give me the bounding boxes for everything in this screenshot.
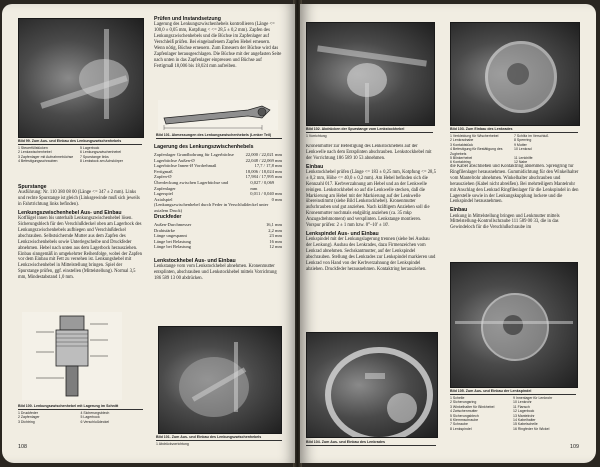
legend-item: 11 Lenkhilfe xyxy=(514,156,533,161)
legend-item: 4 Sicherungsblech xyxy=(80,411,110,415)
spec-value: 17,984 / 17,995 mm xyxy=(245,174,282,180)
figure-101-caption: Bild 101. Abmessungen des Lenkungszwischenhebels (Lenker Teil) xyxy=(156,133,272,137)
figure-101b-legend xyxy=(156,442,282,446)
paragraph: Lenkung in Mittelstellung bringen und Lenkmutter mittels Mittelstellung-Kontrollschraube 111 589 00 33, die in das Gewindeloch für die Verschlußschraube im xyxy=(450,213,560,231)
paragraph: die Kabel abschließen und Kontaktring abnehmen. Sprengring für Ringfilenlager herausnehmen. Gummidichtung für den Winkelhalter vom Mantelrohr abnehmen. Winkelhalter abschrauben und herausziehen (Kabel nicht abreißen). Bei mehrteiligem Mantelrohr mit Anschlag den Lenkrad Ringfilenlager für die Lenkspindel in den Lagerstelle sowie in der Lenkungskupplung lockere und die Lenkspindel herausnehmen. xyxy=(450,164,579,205)
legend-item: 3 Zapfenlager mit Aufnahmebüchse xyxy=(18,154,74,159)
paragraph: Kronenmutter zur Befestigung des Lenkstockhebels auf der Lenkwelle nach dem Entsplinten abschrauben. Lenkstockhebel mit der Vorrichtung 186 589 10 53 abnehmen. xyxy=(306,144,432,161)
figure-105-legend xyxy=(450,396,576,431)
spring-heading-block xyxy=(154,212,282,221)
figure-104-photo xyxy=(306,332,438,438)
figure-101b-photo xyxy=(158,326,282,434)
spec-value: 2,2 mm xyxy=(268,227,282,233)
figure-103-photo xyxy=(450,22,580,126)
left-page xyxy=(2,4,295,463)
spec-label: Zapfenlager Grundbohrung für Lagerbüchse xyxy=(154,152,234,157)
spec-label: Länge ungespannt xyxy=(154,233,187,239)
legend-item: 12 Nabe xyxy=(514,160,528,165)
figure-101-rule xyxy=(156,138,282,139)
legend-item: 6 Lenkungszwischenhebel xyxy=(80,150,122,155)
legend-item: 4 Befestigung für Bestätigung des Zughebels xyxy=(450,147,503,156)
figure-99-photo xyxy=(18,18,144,138)
figure-102-rule xyxy=(306,132,433,133)
legend-item: 8 Lenkstock am Achskörper xyxy=(80,159,123,164)
legend-item: 1 Steuerfüllstücken xyxy=(18,146,48,150)
legend-item: 5 Lagerbock xyxy=(80,146,100,150)
legend-item: 3 Kontaktstück xyxy=(450,142,473,147)
heading-lenkspindel: Lenkspindel Aus- und Einbau xyxy=(306,230,379,237)
spec-label: Überdeckung zwischen Lagerbüchse und Zapfenlager xyxy=(154,179,229,191)
figure-100-rule xyxy=(18,409,143,410)
cross-section-illustration xyxy=(22,312,122,400)
left-column-2-text-top xyxy=(154,14,282,98)
figure-105-caption: Bild 105. Zum Aus- und Einbau der Lenkspindel xyxy=(450,389,532,393)
spec-value: 22,000 / 22,021 mm xyxy=(245,152,282,157)
table-row xyxy=(154,244,282,250)
figure-103-legend xyxy=(450,134,578,165)
figure-99-caption: Bild 99. Zum Aus- und Einbau des Lenkungszwischenhebels xyxy=(18,139,122,143)
legend-item: 1 Schelle xyxy=(450,396,465,400)
spec-label: Axialspiel xyxy=(154,196,173,202)
heading-pruefen: Prüfen und Instandsetzung xyxy=(154,16,221,22)
paragraph: Kotflügel innen bis unterhalb Lenkungszwischenhebel lösen. Sicherungsblech für den Verschlußdeckel oben am Lagerbock des Lenkungszwischenhebels aufbiegen und Verschlußdeckel abschrauben. Selbstsichernde Mutter aus dem Zapfen des Lenkzwischenhebels sowie Unterlegscheibe und Druckfeder abnehmen. Hebel nach unten aus dem Lagerbock herausziehen. Einbau sinngemäß in umgekehrter Reihenfolge, wobei der Zapfen vor dem Einbau mit Fett zu versehen ist. Lenkungshebel mit Lenkzwischenhebel in Mittelstellung bringen. Spiel der Spurstange prüfen, ggf. einstellen (Mittelstellung). Normal 3,5 mm, Mindestabstand 1,0 mm. xyxy=(18,216,142,281)
legend-item: 1 Verkleidung für Wischerhebel xyxy=(450,134,499,138)
figure-103-caption: Bild 103. Zum Einbau des Lenkrades xyxy=(450,127,513,131)
left-column-1-text xyxy=(18,182,143,308)
figure-105-photo xyxy=(450,262,578,388)
right-column-1-text xyxy=(306,144,436,328)
legend-item: 5 Blinkerhebel xyxy=(450,156,473,161)
legend-item: 3 Dichtring xyxy=(18,419,35,424)
figure-101-drawing xyxy=(158,100,278,130)
lever-dimension-illustration xyxy=(158,100,278,130)
legend-item: 7 Schlitz im Verschluß xyxy=(514,134,549,138)
legend-item: 1 Abdrückvorrichtung xyxy=(156,442,189,446)
spec-value: 0,011 / 0,040 mm xyxy=(250,191,282,197)
spec-label: Zapfen-Ø xyxy=(154,174,172,180)
spec-heading-block xyxy=(154,142,282,151)
spec-label: Lagerbüchse Außen-Ø xyxy=(154,157,195,163)
figure-103-rule xyxy=(450,132,578,133)
spec-table xyxy=(154,152,282,214)
right-column-2-text xyxy=(450,164,580,260)
heading-einbau-2: Einbau xyxy=(450,207,468,214)
legend-item: 5 Lagerbock xyxy=(80,415,100,420)
legend-item: 6 Klemmschraube xyxy=(450,418,479,423)
figure-99-legend xyxy=(18,146,142,164)
heading-druckfeder: Druckfeder xyxy=(154,214,182,220)
legend-item: 10 Lenkrohr xyxy=(513,400,532,405)
legend-item: 16 Ringfeder für Wickel xyxy=(513,426,550,431)
spec-label: Fertigmaß xyxy=(154,168,173,174)
spec-value: 17,7 / 17,8 mm xyxy=(254,163,282,169)
spec-note: (Lenkungszwischenhebel durch Feder in Verschlußdeckel unter axialem Druck) xyxy=(154,202,269,213)
figure-102-caption: Bild 102. Abdrücken der Spurstange vom Lenkstockhebel xyxy=(306,127,405,131)
figure-101b-rule xyxy=(156,440,282,441)
spring-table xyxy=(154,222,282,250)
spec-label: Drahtstärke xyxy=(154,227,175,233)
legend-item: 1 Druckfeder xyxy=(18,411,39,415)
legend-item: 3 Winkelhalter für Blinkhebel xyxy=(450,404,495,409)
spec-label: Lagerspiel xyxy=(154,191,173,197)
figure-100-caption: Bild 100. Lenkungszwischenhebel mit Lagerung im Schnitt xyxy=(18,404,119,408)
legend-item: 4 Befestigungsschrauben xyxy=(18,159,58,164)
spec-value: 0,027 / 0,069 mm xyxy=(250,179,275,191)
figure-100-drawing xyxy=(22,312,122,400)
spec-value: 23 mm xyxy=(269,233,282,239)
paragraph: Ausführung: Nr. 110 380 08 00 (Länge <= 347 ± 2 mm). Links und rechte Spurstange ist gleich (Linksgewinde muß sich jeweils in Fahrtrichtung links befinden). xyxy=(18,190,140,208)
figure-104-caption: Bild 104. Zum Aus- und Einbau des Lenkrades xyxy=(306,440,385,444)
spec-value: 22,048 / 22,069 mm xyxy=(245,157,282,163)
legend-item: 2 Lenkzwischenhebel xyxy=(18,150,52,155)
figure-104-rule xyxy=(306,445,436,446)
figure-100-legend xyxy=(18,411,143,424)
page-number: 108 xyxy=(18,444,27,450)
legend-item: 11 Flansch xyxy=(513,404,530,409)
legend-item: 8 Lenkspindel xyxy=(450,426,472,431)
legend-item: 4 Zwischenmutter xyxy=(450,409,478,414)
legend-item: 6 Kontaktring xyxy=(450,160,471,165)
page-number: 109 xyxy=(570,444,579,450)
heading-einbau: Einbau xyxy=(306,163,324,170)
legend-item: 7 Spurstange links xyxy=(80,154,109,159)
heading-spurstange: Spurstange xyxy=(18,184,47,190)
spec-value: 16,1 mm xyxy=(265,222,282,227)
table-row xyxy=(154,180,282,191)
spec-label: Lagerbüchse Innen-Ø Vordrehmaß xyxy=(154,163,217,169)
figure-105-rule xyxy=(450,394,576,395)
spec-value: 12 mm xyxy=(269,244,282,250)
legend-item: 2 Sicherungsring xyxy=(450,400,477,405)
heading-lenkstockhebel: Lenkstockhebel Aus- und Einbau xyxy=(154,258,236,264)
legend-item: 12 Lagerbock xyxy=(513,409,535,414)
spec-value: 16 mm xyxy=(269,238,282,244)
figure-101b-caption: Bild 101. Zum Aus- und Einbau des Lenkungszwischenhebels xyxy=(156,435,262,439)
left-column-2-text-bottom xyxy=(154,256,282,322)
legend-item: 7 Schraube xyxy=(450,422,468,427)
figure-102-legend xyxy=(306,134,433,138)
legend-item: 9 Mutter xyxy=(514,142,527,147)
spec-label: Länge bei Belastung xyxy=(154,244,191,250)
spec-value: 18,006 / 18,024 mm xyxy=(245,168,282,174)
legend-item: 9 Innenlager für Lenkrohr xyxy=(513,396,553,400)
legend-item: 10 Lenkrad xyxy=(514,147,532,152)
paragraph: Lenkstange vorn vom Lenkstockhebel abnehmen. Kronenmutter entsplinten, abschrauben und Lenkstockhebel mittels Vorrichtung 186 589 13 00 abdrücken. xyxy=(154,264,277,282)
legend-item: 8 Sperrring xyxy=(514,138,532,143)
legend-item: 2 Zapfenlager xyxy=(18,415,40,420)
legend-item: 14 Kabelhalter xyxy=(513,418,536,423)
heading-lenkungszwischenhebel: Lenkungszwischenhebel Aus- und Einbau xyxy=(18,209,122,216)
right-page xyxy=(300,4,596,463)
spec-label: Länge bei Belastung xyxy=(154,238,191,244)
legend-item: 15 Kabelschelle xyxy=(513,422,538,427)
figure-102-photo xyxy=(306,22,435,126)
paragraph: Lenkspindel mit der Lenkungslagerung trennen (siehe bei Ausbau der Lenkung). Ausbau des Lenkrades, dazu Firmenzeichen vom Lenkrad abnehmen. Sechskantmutter, auf der Lenkspindel abschrauben. Stellung des Lenkrades zur Lenkspindel markieren und Lenkrad von Hand von der Kerbverzahnung der Lenkspindel abziehen. Druckfeder herausnehmen. Kontaktring herausziehen. xyxy=(306,237,436,272)
legend-item: 13 Mantelrohr xyxy=(513,413,535,418)
legend-item: 5 Sicherungsblech xyxy=(450,413,479,418)
spec-label: Außen-Durchmesser xyxy=(154,222,192,227)
figure-99-rule xyxy=(18,144,142,145)
legend-item: 6 Verschlußdeckel xyxy=(80,419,110,424)
legend-item: 2 Lenkradnabe xyxy=(450,138,474,143)
legend-item: 1 Vorrichtung xyxy=(306,134,327,138)
spec-value: 0 mm xyxy=(271,196,282,202)
heading-lagerung: Lagerung des Lenkungszwischenhebels xyxy=(154,144,254,150)
paragraph: Lagerung des Lenkungszwischenhebels kontrollieren (Länge <= 100,0 ± 0,05 mm, Kotpfung < <= 28,5 ± 0,2 mm). Zapfen des Lenkungszwischenhebels und die Büchse im Zapfenlager auf Verschleiß prüfen. Bei eingelaufenem Zapfen Hebel erneuern. Wenn nötig, Büchse erneuern. Zum Erneuern der Büchse wird das Zapfenlager herausgeschlagen. Die Büchse mit der angefasten Seite nach unten in das Zapfenlager einpressen und Büchse auf Fertigmaß 18,006 bis 18,024 mm aufreiben. xyxy=(154,22,282,69)
paragraph: Lenkstockhebel prüfen (Länge <= 183 ± 0,25 mm, Kotpfung <= 28,5 ± 0,2 mm, Höhe <= 40,0 ± 0,2 mm). Am Hebel befinden sich die Kennzahl 017. Kerbverzahnung am Hebel und an der Lenkwelle reinigen. Lenkstockhebel so auf die Lenkwelle stecken, daß die Markierung am Hebel mit der Markierung auf der Lenkwelle übereinstimmt (siehe Bild Lenkstockhebel). Kronenmutter aufschrauben und gut anziehen. Nach kräftigem Anziehen soll die Kronenmutter nochmals endgültig anziehen (ca. 35 mkp Anzugsdrehmoment) und versplinten. Lenkstange montieren. Vorspur prüfen: 2 ± 1 mm bzw. 0°–10' ± 10'. xyxy=(306,169,436,229)
